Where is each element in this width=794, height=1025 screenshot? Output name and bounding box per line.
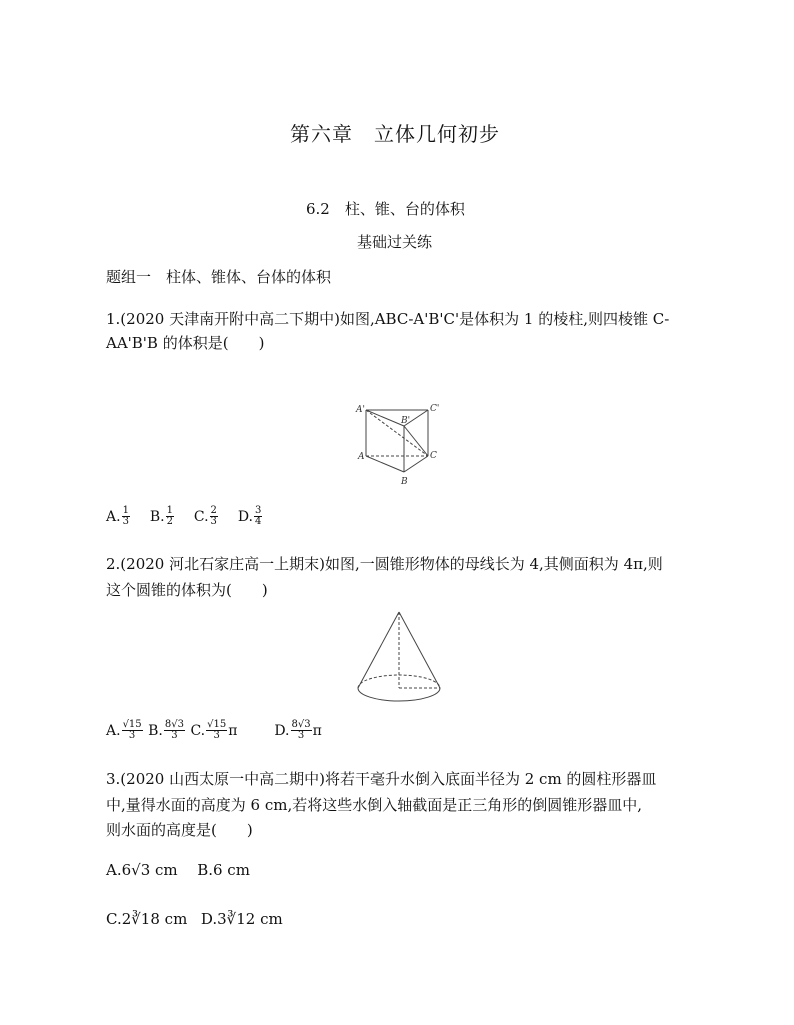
- q3-text-line2: 中,量得水面的高度为 6 cm,若将这些水倒入轴截面是正三角形的倒圆锥形器皿中,: [106, 796, 643, 814]
- cone-base-back: [358, 675, 440, 688]
- subsection-title: 基础过关练: [357, 233, 433, 251]
- q1-option-a: A. $\frac{1}{3}$: [106, 505, 129, 527]
- q2-option-b: B. $\frac{8√3}{3}$: [148, 719, 184, 741]
- q2-option-c: C. $\frac{√15}{3}$ π: [190, 719, 238, 741]
- q1-text-line2: AA'B'B 的体积是( ): [106, 334, 265, 352]
- label-c1: C': [430, 404, 440, 414]
- prism-figure: [352, 398, 444, 490]
- section-title: 6.2 柱、锥、台的体积: [306, 200, 465, 218]
- cone-slant-left: [358, 612, 399, 688]
- q3-text-line3: 则水面的高度是( ): [106, 821, 253, 839]
- cone-base-front: [358, 688, 440, 701]
- q3-option-c: C.2∛18 cm: [106, 910, 188, 928]
- q3-options-row2: [106, 907, 283, 931]
- edge-bc: [404, 456, 428, 472]
- q1-option-b: B. $\frac{1}{2}$: [149, 505, 173, 527]
- label-b1: B': [401, 416, 411, 426]
- q1-options: [106, 506, 263, 527]
- q1-text-line1: 1.(2020 天津南开附中高二下期中)如图,ABC-A'B'C'是体积为 1 的棱柱,则四棱锥 C-: [106, 310, 670, 328]
- label-a1: A': [356, 405, 365, 415]
- group-title: 题组一 柱体、锥体、台体的体积: [106, 268, 332, 286]
- q3-option-a: A.6√3 cm: [106, 861, 178, 879]
- edge-a1b1: [366, 410, 404, 426]
- q3-text-line1: 3.(2020 山西太原一中高二期中)将若干毫升水倒入底面半径为 2 cm 的圆柱形器皿: [106, 770, 657, 788]
- q3-option-b: B.6 cm: [197, 861, 250, 879]
- q1-option-d: D. $\frac{3}{4}$: [237, 505, 262, 527]
- cone-figure: [352, 608, 446, 706]
- label-b: B: [401, 477, 408, 487]
- q3-options-row1: [106, 858, 250, 882]
- q2-options: [106, 720, 322, 741]
- q3-option-d: D.3∛12 cm: [200, 910, 283, 928]
- q2-option-d: D. $\frac{8√3}{3}$ π: [274, 719, 322, 741]
- q2-option-a: A. $\frac{√15}{3}$: [106, 719, 142, 741]
- edge-a1c-hidden: [366, 410, 428, 456]
- q2-text-line1: 2.(2020 河北石家庄高一上期末)如图,一圆锥形物体的母线长为 4,其侧面积为 4π,则: [106, 555, 663, 573]
- label-a: A: [358, 452, 365, 462]
- q2-text-line2: 这个圆锥的体积为( ): [106, 581, 268, 599]
- chapter-title: 第六章 立体几何初步: [290, 122, 500, 146]
- label-c: C: [430, 451, 437, 461]
- q1-option-c: C. $\frac{2}{3}$: [193, 505, 217, 527]
- edge-ab: [366, 456, 404, 472]
